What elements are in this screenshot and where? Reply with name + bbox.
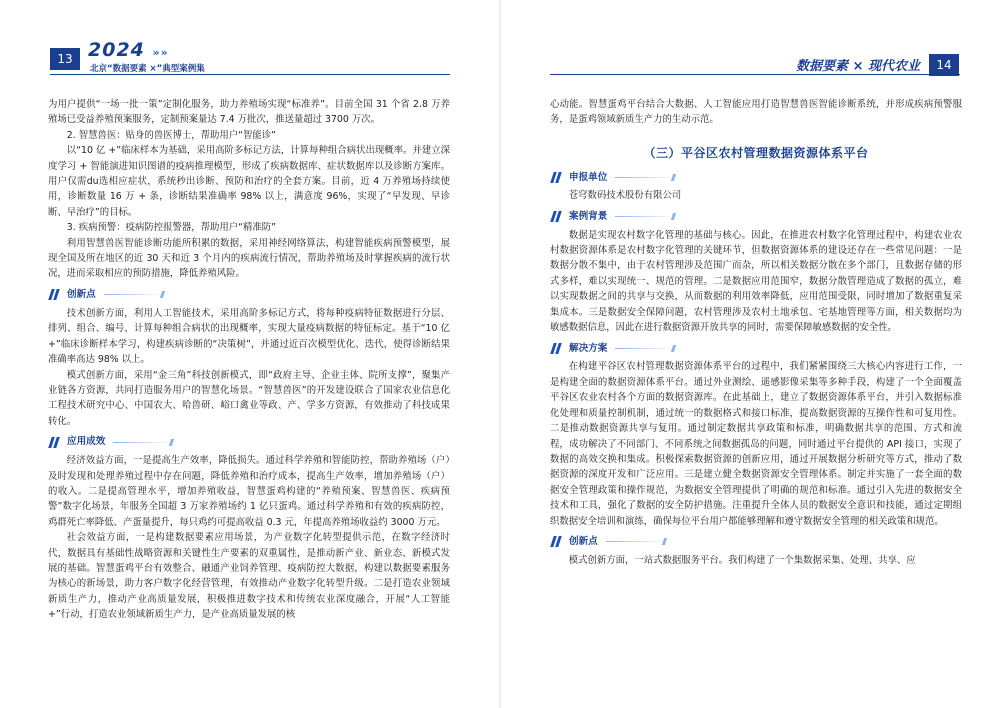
section-heading-innovation (550, 532, 962, 552)
right-page-number: 14 (929, 54, 959, 76)
list-item-title: 2. 智慧兽医：贴身的兽医博士，帮助用户“智能诊” (66, 129, 276, 141)
section-heading-results (48, 432, 450, 452)
part-title: （三）平谷区农村管理数据资源体系平台 (643, 145, 869, 160)
section-slash-icon (550, 211, 563, 222)
list-item-title: 3. 疾病预警：疫病防控报警器，帮助用户“精准防” (66, 222, 276, 234)
paragraph: 数据是实现农村数字化管理的基础与核心。因此，在推进农村数字化管理过程中，构建农业农村数据资源体系是农村数字化管理的关键环节，但数据资源体系的建设还存在一些常见问题：一是数据分散不集中，由于农村管理涉及范围广而杂，所以相关数据分散在多个部门，且数据存储的形式多样，难以实现统一、规范的管理。二是数据应用范围窄，数据分散管理造成了数据的孤立，难以实现数据之间的共享与交换，从而数据的利用效率降低，应用范围受限，同时增加了数据重复采集成本。三是数据安全保障问题，农村管理涉及农村土地承包、宅基地管理等方面，相关数据均为敏感数据信息，因此在进行数据资源开放共享的同时，需要保障敏感数据的安全性。 (550, 229, 962, 334)
chevron-icon: »» (152, 46, 169, 59)
section-label: 创新点 (569, 536, 598, 548)
paragraph: 模式创新方面，采用“金三角”科技创新模式，即“政府主导、企业主体、院所支撑”，聚集产业链各方资源，共同打造服务用户的智慧化场景。“智慧兽医”的开发建设联合了国家农业信息化工程技术研究中心、中国农大、哈兽研、峪口禽业等政、产、学多方资源，有效推动了科技成果转化。 (48, 369, 450, 427)
series-title: 数据要素 × 现代农业 (796, 59, 920, 74)
section-decoration (615, 177, 675, 178)
section-label: 申报单位 (569, 171, 608, 183)
paragraph: 社会效益方面，一是构建数据要素应用场景，为产业数字化转型提供示范，在数字经济时代，数据具有基础性战略资源和关键性生产要素的双重属性，是推动新产业、新业态、新模式发展的基础。智慧蛋鸡平台有效整合、融通产业饲养管理、疫病防控大数据，构建以数据要素服务为核心的新场景，助力客户数字化经营管理，有效推动产业数字化转型升级。二是打造农业领域新质生产力，推动产业高质量发展，积极推进数字技术和传统农业深度融合，开展“人工智能 +”行动，打造农业领域新质生产力，是产业高质量发展的核 (48, 532, 450, 621)
paragraph: 为用户提供“一场一批一策”定制化服务，助力养殖场实现“标准养”。目前全国 31 个省 2.8 万养殖场已受益养殖预案服务，定制预案量达 7.4 万批次，推送量超过 3700 万次。 (48, 99, 450, 126)
applicant-name: 苍穹数码技术股份有限公司 (568, 190, 682, 202)
year-logo (88, 40, 169, 63)
section-slash-icon (550, 536, 563, 547)
paragraph: 在构建平谷区农村管理数据资源体系平台的过程中，我们紧紧围绕三大核心内容进行工作，一是构建全面的数据资源体系平台。通过外业测绘、遥感影像采集等多种手段，构建了一个全面覆盖平谷区农业农村各个方面的数据资源库。在此基础上，建立了数据资源体系平台，并引入数据标准化处理和质量控制机制，通过统一的数据格式和接口标准，提高数据资源的互操作性和可复用性。二是推动数据资源共享与复用。通过制定数据共享政策和标准，明确数据共享的范围、方式和流程，成功解决了不同部门、不同系统之间数据孤岛的问题，同时通过平台提供的 API 接口，实现了数据的高效交换和集成。积极探索数据资源的创新应用，通过开展数据分析研究等方式，推动了数据资源的深度开发和广泛应用。三是建立健全数据资源安全管理体系。制定并实施了一套全面的数据安全管理政策和操作规范，为数据安全管理提供了明确的规范和标准。通过引入先进的数据安全技术和工具，强化了数据的安全防护措施。注重提升全体人员的数据安全意识和技能，通过定期组织数据安全培训和演练，确保每位平台用户都能够理解和遵守数据安全管理的相关政策和规范。 (550, 361, 962, 527)
page-gutter (499, 0, 501, 708)
section-decoration (606, 541, 666, 542)
paragraph: 模式创新方面，一站式数据服务平台。我们构建了一个集数据采集、处理、共享、应 (568, 554, 916, 566)
section-slash-icon (550, 343, 563, 354)
left-page-body (48, 97, 450, 623)
paragraph: 心动能。智慧蛋鸡平台结合大数据、人工智能应用打造智慧兽医智能诊断系统，并形成疾病预警服务，是蛋鸡领域新质生产力的生动示范。 (550, 99, 962, 126)
left-page-number: 13 (50, 48, 80, 70)
section-slash-icon (550, 172, 563, 183)
section-label: 解决方案 (569, 342, 608, 354)
left-page-header (0, 0, 500, 80)
section-decoration (615, 216, 675, 217)
book-subtitle: 北京“数据要素 ×”典型案例集 (90, 64, 205, 74)
section-slash-icon (48, 437, 61, 448)
section-label: 创新点 (67, 289, 96, 301)
right-page-header (500, 0, 1000, 80)
header-rule (550, 74, 960, 75)
section-decoration (113, 442, 173, 443)
header-rule (50, 74, 450, 75)
right-page-body (550, 97, 962, 568)
section-heading-applicant (550, 167, 962, 187)
section-heading-solution (550, 338, 962, 358)
year-text: 2024 (88, 39, 145, 61)
paragraph: 利用智慧兽医智能诊断功能所积累的数据，采用神经网络算法，构建智能疾病预警模型，展现全国及所在地区的近 30 天和近 3 个月内的疾病流行情况，帮助养殖场及时掌握疾病的流行状况，进而采取相应的预防措施，降低养殖风险。 (48, 237, 450, 280)
paragraph: 技术创新方面，利用人工智能技术，采用高阶多标记方式，将每种疫病特征数据进行分层、排列、组合、编号，计算每种组合病状的出现概率，实现大量疫病数据的特征标定。基于“10 亿 +”临床诊断样本学习，构建疾病诊断的“决策树”，并通过近百次模型优化、迭代，使得诊断结果准确率高达 98% 以上。 (48, 307, 450, 366)
section-decoration (104, 294, 164, 295)
section-decoration (615, 348, 675, 349)
section-label: 应用成效 (67, 436, 106, 448)
section-heading-background (550, 207, 962, 227)
section-label: 案例背景 (569, 210, 608, 222)
section-heading-innovation (48, 285, 450, 305)
paragraph: 经济效益方面，一是提高生产效率，降低损失。通过科学养殖和智能防控，帮助养殖场（户）及时发现和处理养殖过程中存在问题，降低养殖和治疗成本，提高生产效率，增加养殖场（户）的收入。二是提高管理水平，增加养殖收益，智慧蛋鸡构建的“养殖预案、智慧兽医、疾病预警”数字化场景，年服务全国超 3 万家养殖场约 1 亿只蛋鸡。通过科学养殖和有效的疾病防控，鸡群死亡率降低、产蛋量提升，每只鸡约可提高收益 0.3 元，年提高养殖场收益约 3000 万元。 (48, 455, 450, 528)
section-slash-icon (48, 289, 61, 300)
paragraph: 以“10 亿 +”临床样本为基础，采用高阶多标记方法，计算每种组合病状出现概率。并建立深度学习 + 智能演进知识图谱的疫病推理模型，形成了疾病数据库、症状数据库以及诊断方案库。用户仅需du选相应症状，系统秒出诊断、预防和治疗的全套方案。目前，近 4 万养殖场持续使用，诊断数量 16 万 + 条，诊断结果准确率 98% 以上，满意度 96%，实现了“早发现、早诊断、早治疗”的目标。 (48, 145, 450, 218)
